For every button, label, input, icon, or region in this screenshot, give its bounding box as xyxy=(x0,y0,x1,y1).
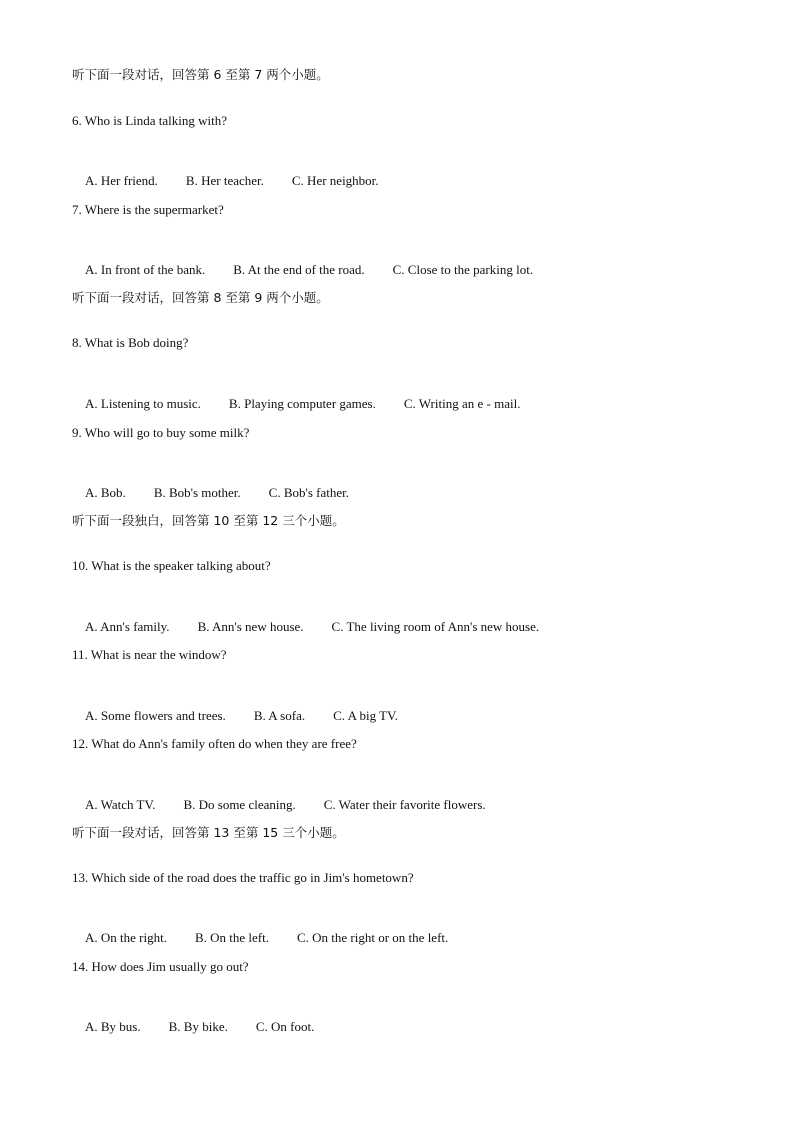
option-11c: C. A big TV. xyxy=(333,708,399,723)
option-8a: A. Listening to music. xyxy=(85,396,201,411)
option-8c: C. Writing an e - mail. xyxy=(403,396,521,411)
option-7b: B. At the end of the road. xyxy=(233,262,365,277)
option-14c: C. On foot. xyxy=(255,1019,315,1034)
options-row-13 xyxy=(72,914,448,962)
question-13: 13. Which side of the road does the traffic go in Jim's hometown? xyxy=(72,870,414,885)
option-7a: A. In front of the bank. xyxy=(85,262,206,277)
options-row-9 xyxy=(72,469,349,517)
option-10b: B. Ann's new house. xyxy=(197,619,304,634)
options-row-8 xyxy=(72,380,520,428)
question-11: 11. What is near the window? xyxy=(72,647,227,662)
option-12a: A. Watch TV. xyxy=(85,797,156,812)
section-instruction: 听下面一段独白，回答第 10 至第 12 三个小题。 xyxy=(72,513,345,528)
option-13c: C. On the right or on the left. xyxy=(296,930,449,945)
section-instruction: 听下面一段对话，回答第 8 至第 9 两个小题。 xyxy=(72,290,329,305)
options-row-14 xyxy=(72,1003,314,1051)
option-11b: B. A sofa. xyxy=(253,708,306,723)
options-row-11 xyxy=(72,692,398,740)
option-9b: B. Bob's mother. xyxy=(153,485,241,500)
question-8: 8. What is Bob doing? xyxy=(72,335,189,350)
section-instruction: 听下面一段对话，回答第 13 至第 15 三个小题。 xyxy=(72,825,345,840)
question-12: 12. What do Ann's family often do when they are free? xyxy=(72,736,357,751)
option-14a: A. By bus. xyxy=(85,1019,141,1034)
option-10c: C. The living room of Ann's new house. xyxy=(331,619,540,634)
question-9: 9. Who will go to buy some milk? xyxy=(72,425,250,440)
option-10a: A. Ann's family. xyxy=(85,619,170,634)
option-7c: C. Close to the parking lot. xyxy=(392,262,534,277)
question-6: 6. Who is Linda talking with? xyxy=(72,113,228,128)
option-8b: B. Playing computer games. xyxy=(228,396,376,411)
options-row-10 xyxy=(72,603,539,651)
option-9c: C. Bob's father. xyxy=(268,485,350,500)
option-6a: A. Her friend. xyxy=(85,173,158,188)
option-13a: A. On the right. xyxy=(85,930,167,945)
options-row-12 xyxy=(72,781,486,829)
option-11a: A. Some flowers and trees. xyxy=(85,708,226,723)
question-10: 10. What is the speaker talking about? xyxy=(72,558,271,573)
section-instruction: 听下面一段对话，回答第 6 至第 7 两个小题。 xyxy=(72,67,329,82)
option-9a: A. Bob. xyxy=(85,485,126,500)
options-row-7 xyxy=(72,246,533,294)
option-6c: C. Her neighbor. xyxy=(291,173,379,188)
option-13b: B. On the left. xyxy=(194,930,269,945)
question-7: 7. Where is the supermarket? xyxy=(72,202,224,217)
option-6b: B. Her teacher. xyxy=(185,173,264,188)
question-14: 14. How does Jim usually go out? xyxy=(72,959,249,974)
option-12b: B. Do some cleaning. xyxy=(183,797,296,812)
option-12c: C. Water their favorite flowers. xyxy=(323,797,486,812)
options-row-6 xyxy=(72,157,379,205)
option-14b: B. By bike. xyxy=(168,1019,228,1034)
